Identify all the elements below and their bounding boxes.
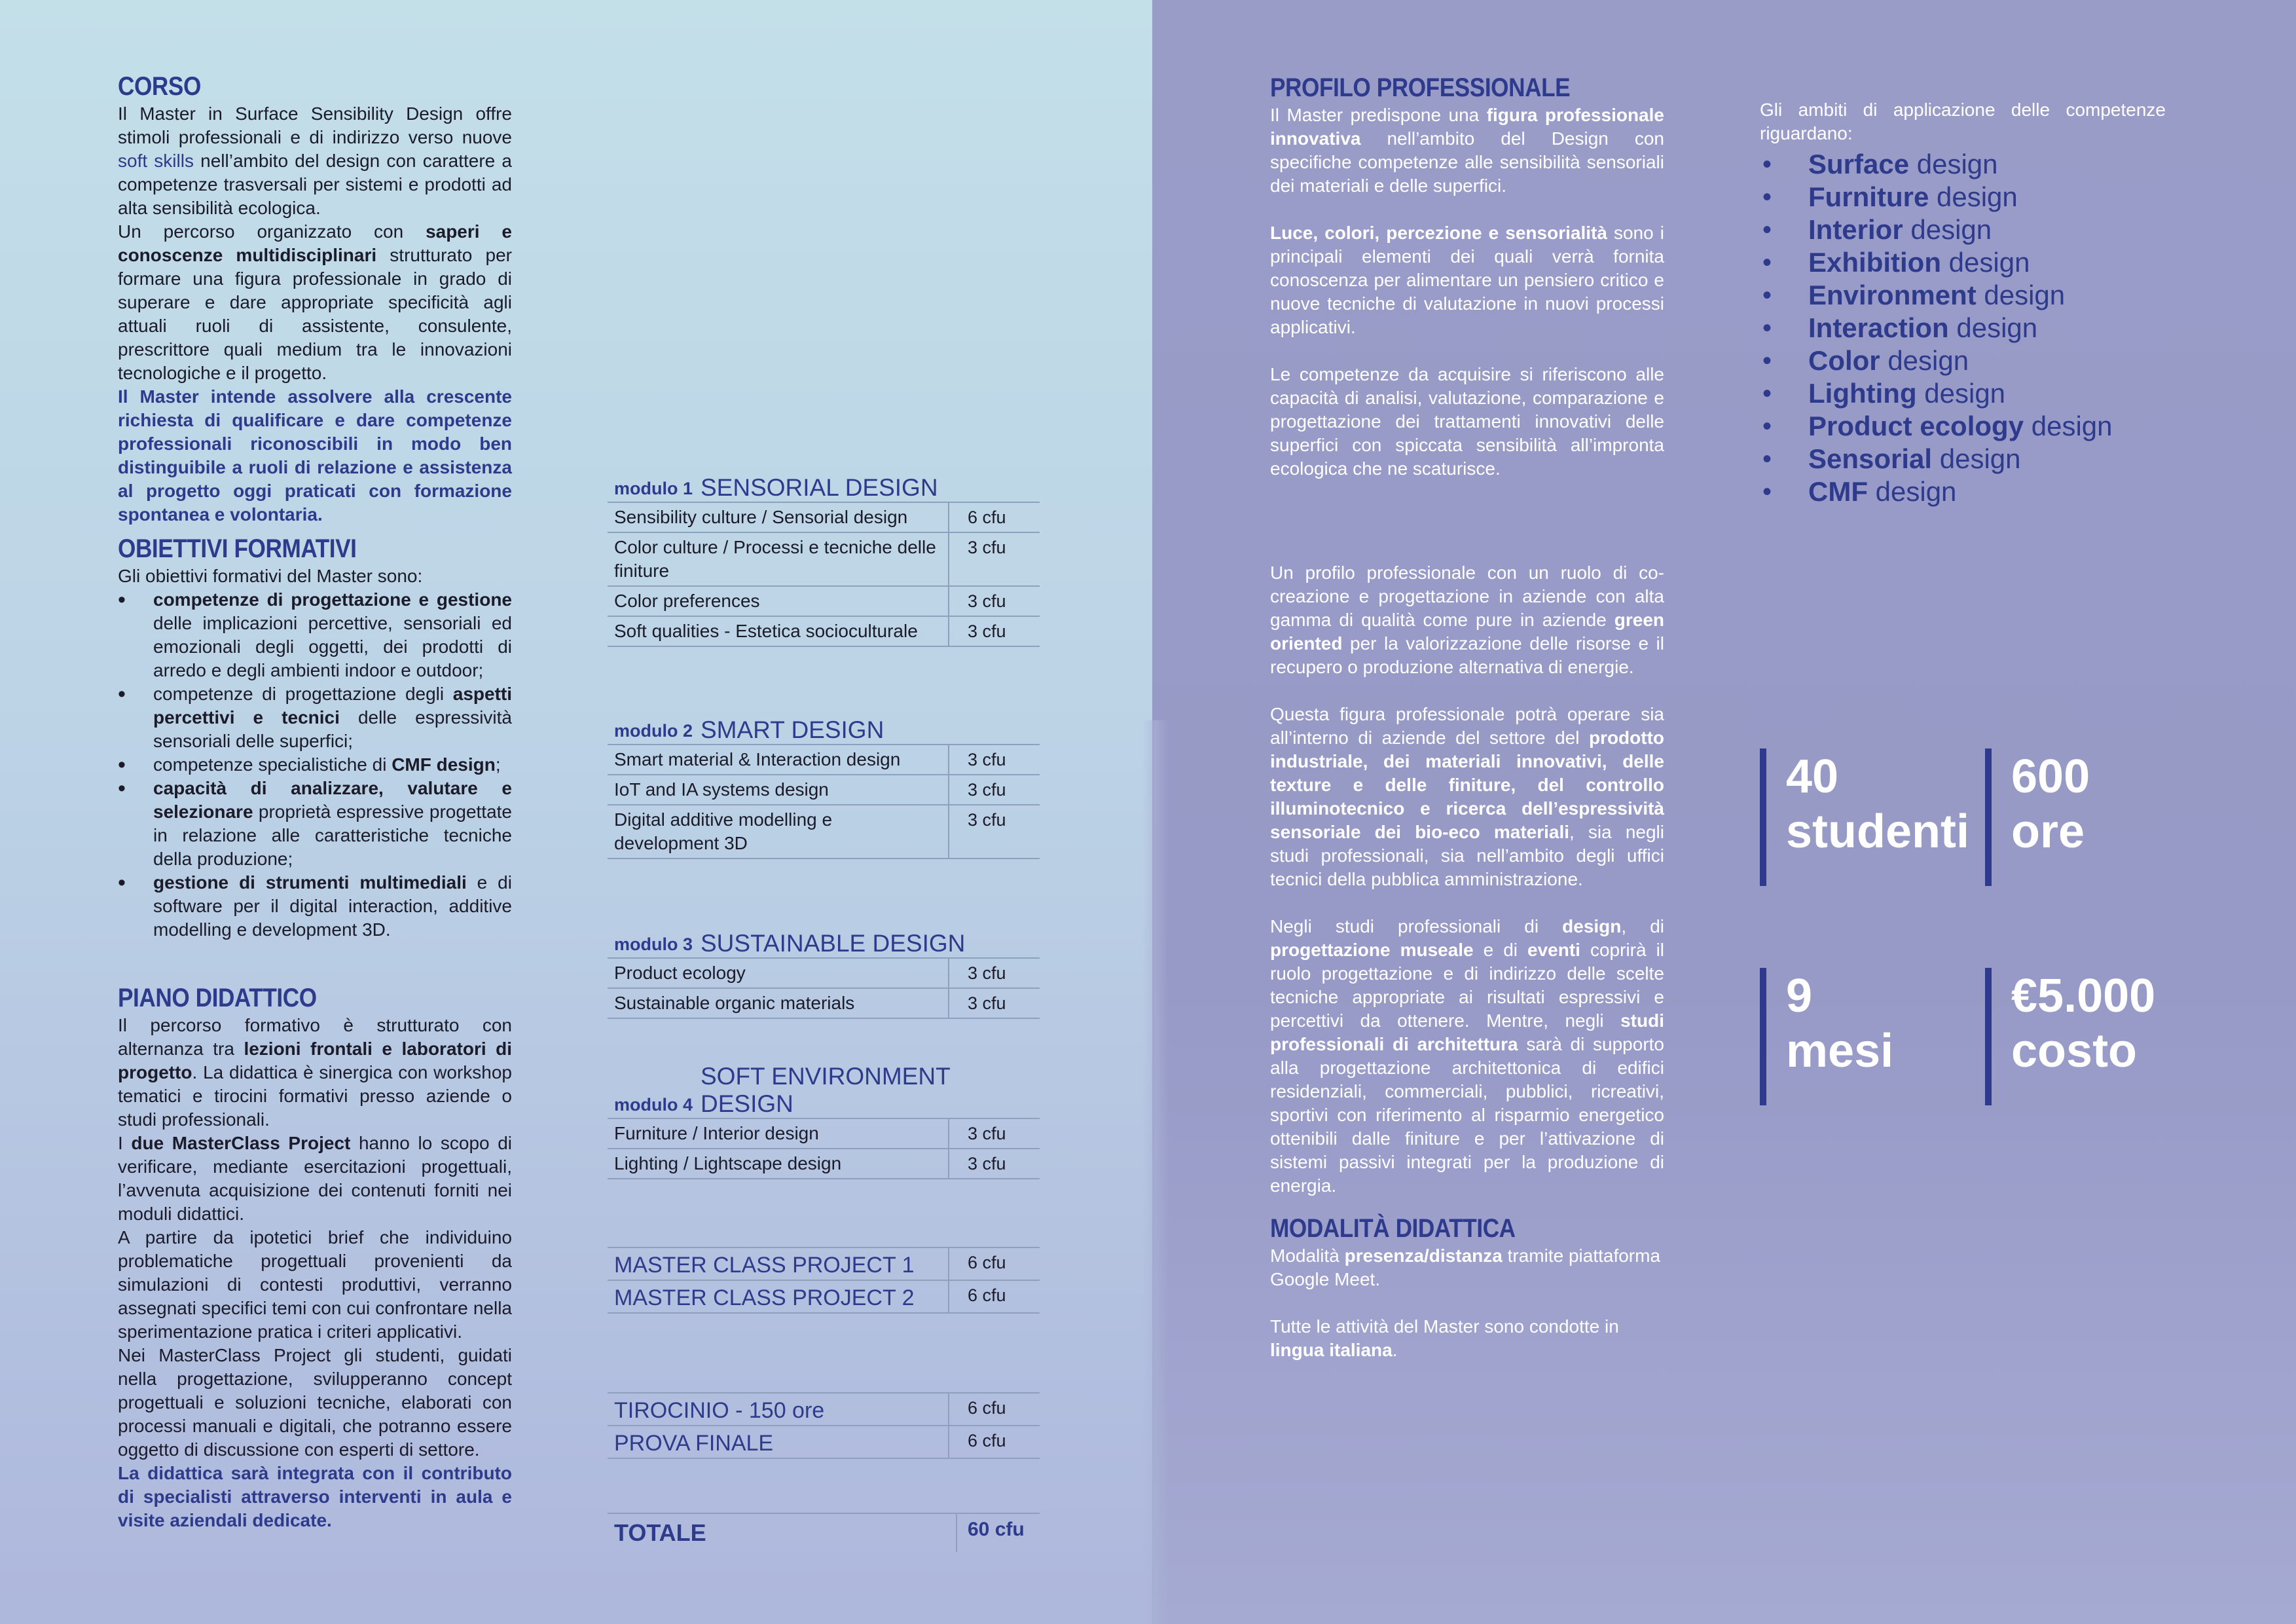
text: delle espressività sensoriali delle superfici; <box>153 707 512 751</box>
final-table <box>608 1392 1040 1459</box>
ambiti-intro: Gli ambiti di applicazione delle competenze riguardano: <box>1760 100 2166 143</box>
table-row <box>608 1148 1040 1179</box>
course-cfu: 3 cfu <box>948 587 1040 616</box>
text: e di <box>1473 940 1528 960</box>
text: sono i principali elementi dei quali verrà fornita conoscenza per alimentare un pensiero critico e nuove tecniche di valutazione in nuovi processi applicativi. <box>1270 223 1664 337</box>
course-cfu: 3 cfu <box>948 1119 1040 1148</box>
profilo-paragraph-4 <box>1270 561 1664 679</box>
stat-bar <box>1985 748 1992 886</box>
text: design <box>1903 214 1992 245</box>
module-title <box>608 1063 1040 1118</box>
piano-paragraph-1 <box>118 1014 512 1132</box>
stat-value: 9 <box>1786 970 1813 1022</box>
module-name: SUSTAINABLE DESIGN <box>701 930 966 957</box>
table-row <box>608 616 1040 647</box>
module-4-table <box>608 1063 1040 1179</box>
list-item <box>1760 475 2166 508</box>
table-row <box>608 744 1040 774</box>
list-item <box>1760 443 2166 475</box>
table-row <box>608 987 1040 1019</box>
bold-text: aspetti percettivi e tecnici <box>153 684 512 728</box>
bold-text: figura professionale innovativa <box>1270 105 1664 149</box>
module-3-table <box>608 926 1040 1019</box>
list-item <box>1760 312 2166 344</box>
stat-bar <box>1760 748 1766 886</box>
text: Modalità <box>1270 1246 1345 1266</box>
stat-label: studenti <box>1786 805 1969 858</box>
text: Il Master predispone una <box>1270 105 1487 125</box>
bold-text: design <box>1562 916 1622 936</box>
course-name: Digital additive modelling e development 3D <box>614 809 833 853</box>
profilo-section <box>1270 72 1664 481</box>
list-item <box>153 753 512 777</box>
table-row <box>608 774 1040 804</box>
total-row <box>608 1513 1040 1552</box>
text: proprietà espressive progettate in relazione alle caratteristiche tecniche della produzione; <box>153 802 512 869</box>
bold-text: Sensorial <box>1808 443 1933 474</box>
total-cfu: 60 cfu <box>956 1514 1040 1552</box>
list-item <box>1760 213 2166 246</box>
obiettivi-intro: Gli obiettivi formativi del Master sono: <box>118 566 423 586</box>
text: Il Master in Surface Sensibility Design offre stimoli professionali e di indirizzo verso nuove <box>118 103 512 147</box>
course-cfu: 3 cfu <box>948 775 1040 804</box>
module-1-table <box>608 470 1040 647</box>
text: delle implicazioni percettive, sensoriali ed emozionali degli oggetti, dei prodotti di arredo e degli ambienti indoor e outdoor; <box>153 613 512 680</box>
text: competenze specialistiche di <box>153 754 392 775</box>
course-cfu: 3 cfu <box>948 533 1040 585</box>
course-cfu: 3 cfu <box>948 959 1040 987</box>
bold-text: Environment <box>1808 280 1977 310</box>
course-name: TIROCINIO - 150 ore <box>614 1398 825 1423</box>
table-row <box>608 804 1040 859</box>
stat-value: 600 <box>2011 750 2090 803</box>
text: , di <box>1621 916 1664 936</box>
bold-text: competenze di progettazione e gestione <box>153 589 512 610</box>
course-cfu: 3 cfu <box>948 989 1040 1018</box>
total-label: TOTALE <box>614 1519 706 1546</box>
table-row <box>608 1247 1040 1280</box>
text: I <box>118 1133 132 1153</box>
list-item <box>153 871 512 942</box>
bold-text: Interior <box>1808 214 1903 245</box>
course-name: Furniture / Interior design <box>614 1123 819 1143</box>
course-name: Lighting / Lightscape design <box>614 1153 842 1173</box>
profilo-continued <box>1270 561 1664 1198</box>
text: Questa figura professionale potrà operare sia all’interno di aziende del settore del <box>1270 704 1664 748</box>
spacer <box>1270 339 1664 363</box>
spacer <box>1270 891 1664 915</box>
text: nell’ambito del Design con specifiche competenze alle sensibilità sensoriali dei materiali e delle superfici. <box>1270 128 1664 196</box>
profilo-paragraph-6 <box>1270 915 1664 1198</box>
list-item <box>1760 410 2166 443</box>
soft-skills-link: soft skills <box>118 151 194 171</box>
bold-text: capacità di analizzare, valutare e selezionare <box>153 778 512 822</box>
course-name: Sustainable organic materials <box>614 993 855 1013</box>
course-name: Sensibility culture / Sensorial design <box>614 507 908 527</box>
module-label: modulo 3 <box>614 934 693 954</box>
course-cfu: 6 cfu <box>948 503 1040 532</box>
corso-paragraph-2 <box>118 220 512 385</box>
list-item <box>153 682 512 753</box>
corso-paragraph-3: Il Master intende assolvere alla crescente richiesta di qualificare e dare competenze professionali riconoscibili in modo ben distinguibile a ruoli di relazione e assistenza al progetto oggi praticati con formazione spontanea e volontaria. <box>118 386 512 525</box>
obiettivi-section <box>118 533 512 942</box>
obiettivi-list <box>118 588 512 942</box>
course-cfu: 6 cfu <box>948 1393 1040 1425</box>
list-item <box>1760 181 2166 213</box>
profilo-paragraph-2 <box>1270 221 1664 339</box>
modalita-paragraph-1 <box>1270 1244 1664 1291</box>
modalita-section <box>1270 1213 1664 1362</box>
bold-text: lezioni frontali e laboratori di progetto <box>118 1039 513 1082</box>
table-row <box>608 585 1040 616</box>
corso-paragraph-1 <box>118 102 512 220</box>
bold-text: studi professionali di architettura <box>1270 1010 1664 1054</box>
ambiti-section <box>1760 98 2166 508</box>
piano-section <box>118 982 512 1532</box>
text: . <box>1392 1340 1398 1360</box>
table-row <box>608 532 1040 585</box>
spacer <box>1270 1291 1664 1315</box>
bold-text: presenza/distanza <box>1344 1246 1503 1266</box>
stat-bar <box>1760 968 1766 1105</box>
table-row <box>608 1118 1040 1148</box>
bold-text: Color <box>1808 345 1880 376</box>
course-cfu: 6 cfu <box>948 1248 1040 1280</box>
text: strutturato per formare una figura professionale in grado di superare e dare appropriate specificità agli attuali ruoli di assistente, consulente, prescrittore quali medium tra le innovazioni tecnologiche e il progetto. <box>118 245 512 383</box>
piano-paragraph-2 <box>118 1132 512 1226</box>
module-label: modulo 2 <box>614 721 693 741</box>
text: design <box>1867 476 1957 507</box>
course-cfu: 3 cfu <box>948 805 1040 858</box>
module-title <box>608 470 1040 502</box>
stat-value: €5.000 <box>2011 970 2156 1022</box>
table-row <box>608 1392 1040 1425</box>
text: Un percorso organizzato con <box>118 221 426 242</box>
text: nell’ambito del design con carattere a competenze trasversali per sistemi e prodotti ad alta sensibilità ecologica. <box>118 151 512 218</box>
text: design <box>1948 312 2038 343</box>
piano-paragraph-4: Nei MasterClass Project gli studenti, guidati nella progettazione, svilupperanno concept progettuali e soluzioni tecniche, elaborati con processi manuali e digitali, che potranno essere oggetto di discussione con esperti di settore. <box>118 1345 512 1460</box>
profilo-paragraph-1 <box>1270 103 1664 198</box>
corso-section <box>118 71 512 526</box>
course-cfu: 6 cfu <box>948 1426 1040 1458</box>
text: coprirà il ruolo progettazione e di indirizzo delle scelte tecniche appropriate ai risultati espressivi e percettivi da ottenere. Mentre, negli <box>1270 940 1665 1031</box>
text: tramite piattaforma Google Meet. <box>1270 1246 1661 1289</box>
bold-text: saperi e conoscenze multidisciplinari <box>118 221 512 265</box>
text: Un profilo professionale con un ruolo di co-creazione e progettazione in aziende con alta gamma di qualità come pure in aziende <box>1270 563 1664 630</box>
list-item <box>1760 344 2166 377</box>
obiettivi-heading: OBIETTIVI FORMATIVI <box>118 534 357 563</box>
bold-text: green oriented <box>1270 610 1664 654</box>
list-item <box>1760 377 2166 410</box>
bold-text: Interaction <box>1808 312 1949 343</box>
text: . La didattica è sinergica con workshop tematici e tirocini formativi presso aziende o studi professionali. <box>118 1062 512 1130</box>
list-item <box>1760 148 2166 181</box>
text: design <box>1932 443 2021 474</box>
bold-text: Furniture <box>1808 181 1929 212</box>
bold-text: eventi <box>1527 940 1580 960</box>
module-2-table <box>608 712 1040 859</box>
piano-paragraph-5: La didattica sarà integrata con il contributo di specialisti attraverso interventi in aula e visite aziendali dedicate. <box>118 1463 512 1530</box>
module-name: SMART DESIGN <box>701 716 884 743</box>
module-title <box>608 712 1040 744</box>
bold-text: lingua italiana <box>1270 1340 1393 1360</box>
text: Il percorso formativo è strutturato con alternanza tra <box>118 1015 512 1059</box>
table-row <box>608 1425 1040 1459</box>
bold-text: Luce, colori, percezione e sensorialità <box>1270 223 1607 243</box>
course-cfu: 3 cfu <box>948 617 1040 646</box>
text: Tutte le attività del Master sono condotte in <box>1270 1316 1619 1337</box>
modalita-heading: MODALITÀ DIDATTICA <box>1270 1214 1516 1243</box>
bold-text: due MasterClass Project <box>131 1133 351 1153</box>
list-item <box>1760 246 2166 279</box>
piano-paragraph-3: A partire da ipotetici brief che individuino problematiche progettuali provenienti da simulazioni di contesti produttivi, verranno assegnati specifici temi con cui confrontare nella sperimentazione pratica i criteri applicativi. <box>118 1227 512 1342</box>
text: design <box>1909 149 1998 179</box>
stat-label: costo <box>2011 1025 2138 1077</box>
list-item <box>153 588 512 682</box>
text: design <box>2024 411 2113 441</box>
bold-text: Product ecology <box>1808 411 2024 441</box>
text: Negli studi professionali di <box>1270 916 1563 936</box>
course-name: Color culture / Processi e tecniche delle finiture <box>614 537 936 581</box>
bold-text: progettazione museale <box>1270 940 1474 960</box>
course-name: IoT and IA systems design <box>614 779 829 800</box>
course-cfu: 3 cfu <box>948 745 1040 774</box>
bold-text: Surface <box>1808 149 1910 179</box>
text: sarà di supporto alla progettazione architettonica di edifici residenziali, commerciali, pubblici, ricreativi, sportivi con riferimento al risparmio energetico ottenibili dalle finiture e per l’attivazione di sistemi passivi integrati per la produzione di energia. <box>1270 1034 1664 1196</box>
text: design <box>1916 378 2006 409</box>
course-name: Smart material & Interaction design <box>614 749 901 769</box>
text: hanno lo scopo di verificare, mediante esercitazioni progettuali, l’avvenuta acquisizione dei contenuti forniti nei moduli didattici. <box>118 1133 512 1224</box>
text: ; <box>495 754 501 775</box>
page-fold <box>1142 720 1169 1624</box>
text: per la valorizzazione delle risorse e il recupero o produzione alternativa di energie. <box>1270 633 1664 677</box>
course-name: Color preferences <box>614 591 760 611</box>
module-name: SOFT ENVIRONMENT DESIGN <box>701 1063 951 1117</box>
table-row <box>608 957 1040 987</box>
course-name: MASTER CLASS PROJECT 1 <box>614 1253 915 1278</box>
text: e di software per il digital interaction, additive modelling e development 3D. <box>153 872 512 940</box>
bold-text: Lighting <box>1808 378 1917 409</box>
course-name: Soft qualities - Estetica socioculturale <box>614 621 918 641</box>
bold-text: prodotto industriale, dei materiali innovativi, delle texture e delle finiture, del controllo illuminotecnico e ricerca dell’espressività sensoriale dei bio-eco materiali <box>1270 728 1664 842</box>
text: design <box>1976 280 2066 310</box>
table-row <box>608 1280 1040 1314</box>
corso-heading: CORSO <box>118 72 201 101</box>
text: , sia negli studi professionali, sia nell’ambito degli uffici tecnici della pubblica amministrazione. <box>1270 822 1664 889</box>
spacer <box>1270 679 1664 703</box>
profilo-paragraph-5 <box>1270 703 1664 891</box>
stat-bar <box>1985 968 1992 1105</box>
stat-label: mesi <box>1786 1025 1894 1077</box>
module-label: modulo 1 <box>614 479 693 498</box>
course-name: Product ecology <box>614 963 746 983</box>
text: design <box>1929 181 2018 212</box>
list-item <box>153 777 512 871</box>
profilo-heading: PROFILO PROFESSIONALE <box>1270 73 1571 102</box>
modalita-paragraph-2 <box>1270 1315 1664 1362</box>
stat-label: ore <box>2011 805 2085 858</box>
text: design <box>1941 247 2030 278</box>
text: design <box>1880 345 1969 376</box>
piano-heading: PIANO DIDATTICO <box>118 984 317 1012</box>
bold-text: CMF design <box>392 754 496 775</box>
bold-text: CMF <box>1808 476 1868 507</box>
stat-value: 40 <box>1786 750 1839 803</box>
profilo-paragraph-3: Le competenze da acquisire si riferiscono alle capacità di analisi, valutazione, comparazione e progettazione dei trattamenti innovativi delle superfici con spiccata sensibilità all’impronta ecologica che ne scaturisce. <box>1270 364 1664 479</box>
text: competenze di progettazione degli <box>153 684 453 704</box>
module-name: SENSORIAL DESIGN <box>701 474 938 501</box>
bold-text: gestione di strumenti multimediali <box>153 872 467 893</box>
spacer <box>1270 198 1664 221</box>
bold-text: Exhibition <box>1808 247 1941 278</box>
module-label: modulo 4 <box>614 1095 693 1115</box>
table-row <box>608 502 1040 532</box>
course-name: MASTER CLASS PROJECT 2 <box>614 1285 915 1310</box>
course-cfu: 6 cfu <box>948 1281 1040 1312</box>
total-table <box>608 1513 1040 1552</box>
course-cfu: 3 cfu <box>948 1149 1040 1178</box>
module-title <box>608 926 1040 957</box>
ambiti-list <box>1760 148 2166 508</box>
masterclass-table <box>608 1247 1040 1314</box>
list-item <box>1760 279 2166 312</box>
course-name: PROVA FINALE <box>614 1431 774 1456</box>
